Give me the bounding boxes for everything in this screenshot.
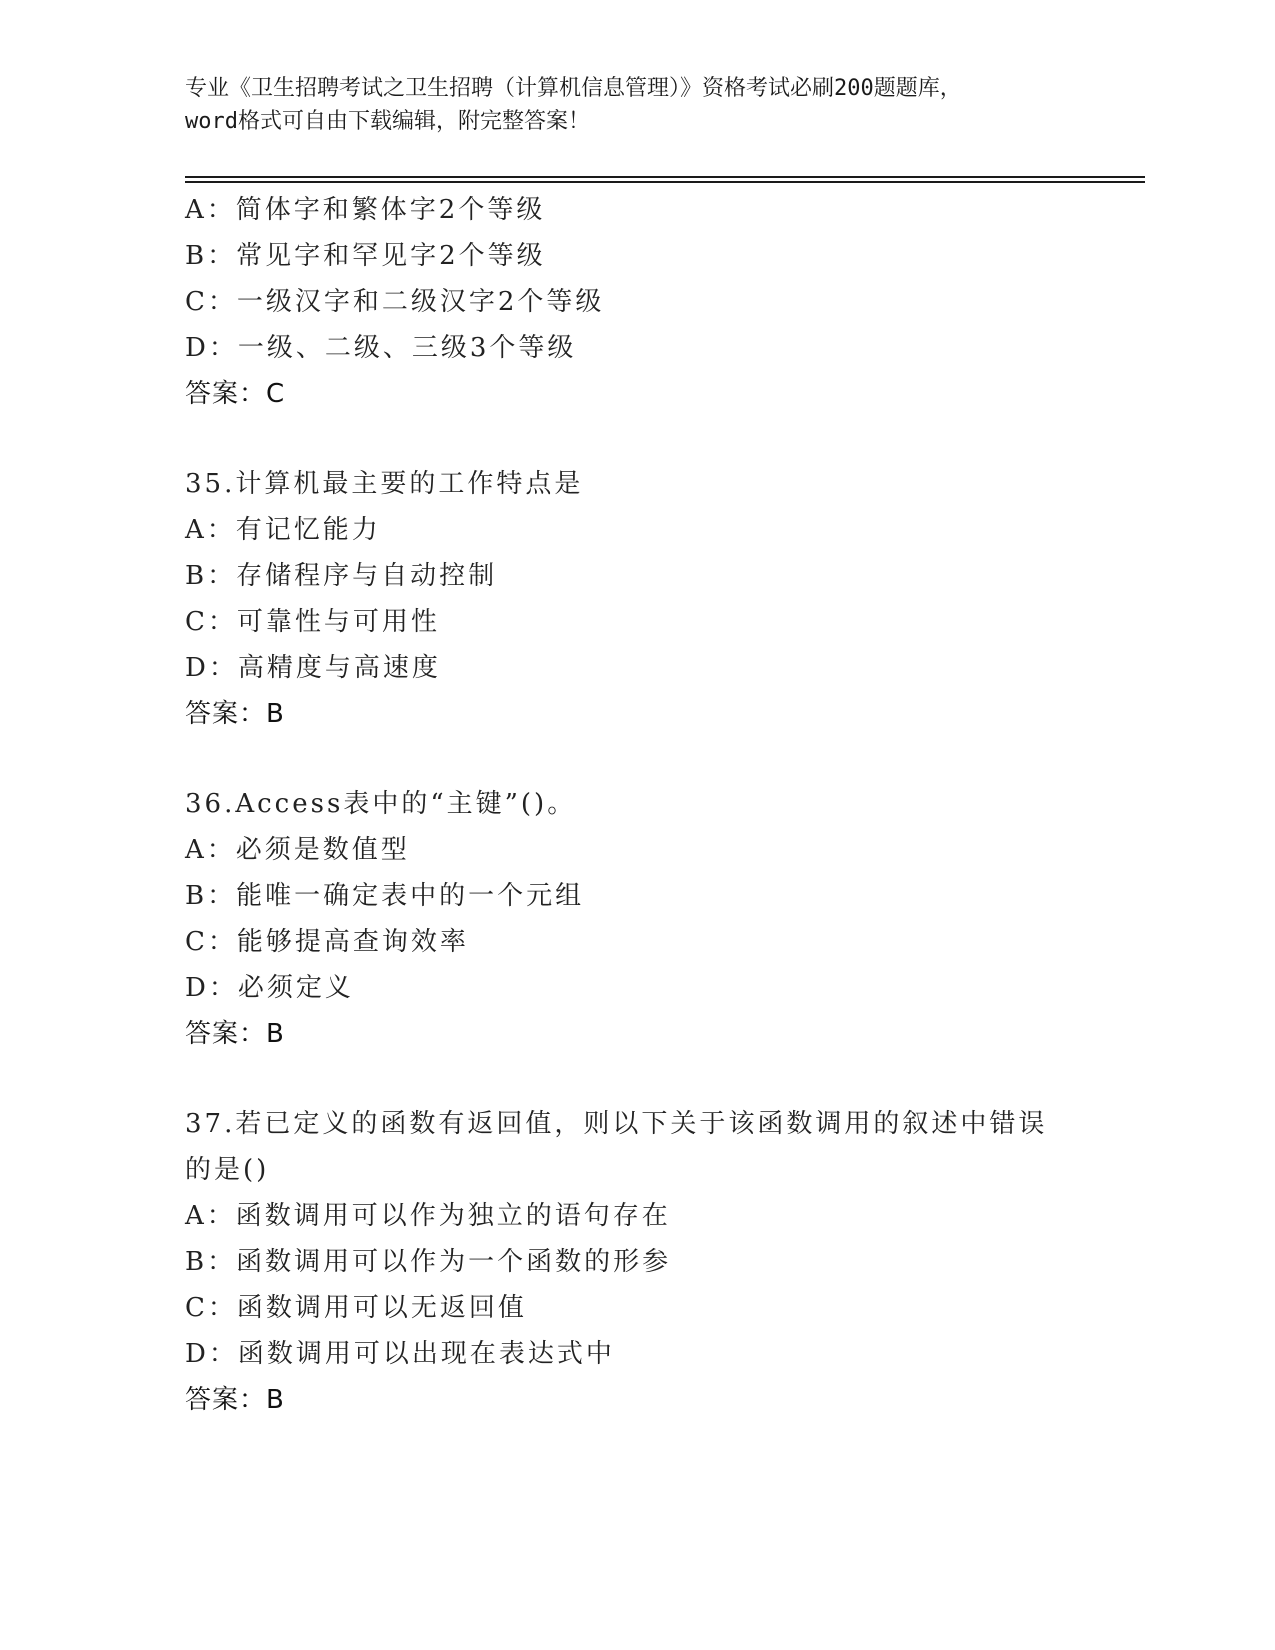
option-c: C：能够提高查询效率 <box>185 927 469 957</box>
answer-line: 答案：C <box>185 379 286 409</box>
header-line-2: word格式可自由下载编辑，附完整答案！ <box>185 109 590 134</box>
option-b: B：能唯一确定表中的一个元组 <box>185 881 585 911</box>
question-36-block <box>185 781 1085 1057</box>
option-b: B：存储程序与自动控制 <box>185 561 498 591</box>
header-divider-top <box>185 176 1145 178</box>
question-stem: 36.Access表中的“主键”()。 <box>185 789 577 819</box>
option-d: D：函数调用可以出现在表达式中 <box>185 1339 615 1369</box>
answer-line: 答案：B <box>185 699 285 729</box>
header-line-1: 专业《卫生招聘考试之卫生招聘（计算机信息管理）》资格考试必刷200题题库， <box>185 76 962 101</box>
option-a: A：必须是数值型 <box>185 835 410 865</box>
option-b: B：常见字和罕见字2个等级 <box>185 241 546 271</box>
option-b: B：函数调用可以作为一个函数的形参 <box>185 1247 672 1277</box>
question-stem: 35.计算机最主要的工作特点是 <box>185 469 584 499</box>
option-d: D：一级、二级、三级3个等级 <box>185 333 577 363</box>
header-divider-bottom <box>185 181 1145 183</box>
option-c: C：函数调用可以无返回值 <box>185 1293 527 1323</box>
option-a: A：有记忆能力 <box>185 515 381 545</box>
option-d: D：高精度与高速度 <box>185 653 441 683</box>
question-37-block <box>185 1101 1085 1423</box>
option-c: C：一级汉字和二级汉字2个等级 <box>185 287 605 317</box>
question-stem: 37.若已定义的函数有返回值，则以下关于该函数调用的叙述中错误的是() <box>185 1109 1048 1185</box>
option-d: D：必须定义 <box>185 973 354 1003</box>
question-35-block <box>185 461 1085 737</box>
option-c: C：可靠性与可用性 <box>185 607 440 637</box>
option-a: A：简体字和繁体字2个等级 <box>185 195 546 225</box>
spacer <box>185 1057 1085 1101</box>
question-list <box>185 187 1085 1423</box>
question-34-block <box>185 187 1085 417</box>
option-a: A：函数调用可以作为独立的语句存在 <box>185 1201 671 1231</box>
spacer <box>185 737 1085 781</box>
answer-line: 答案：B <box>185 1385 285 1415</box>
answer-line: 答案：B <box>185 1019 285 1049</box>
spacer <box>185 417 1085 461</box>
document-header <box>185 72 1085 138</box>
